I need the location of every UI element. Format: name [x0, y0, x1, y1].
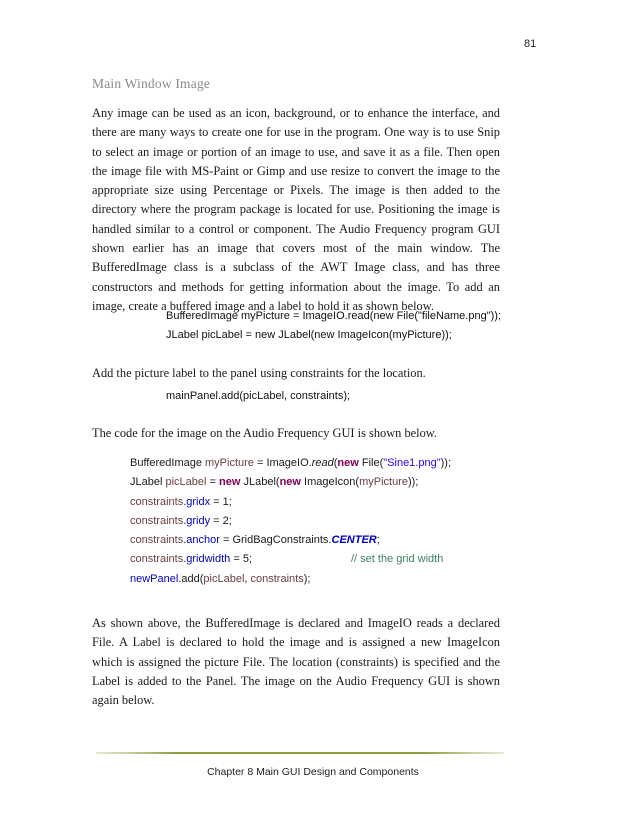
code-variable: constraints — [130, 495, 184, 508]
code-block-line-7 — [130, 570, 451, 589]
code-text: = ImageIO. — [253, 457, 312, 469]
code-block-line-6 — [130, 550, 451, 569]
code-text: ( — [333, 457, 338, 469]
code-constant: CENTER — [331, 534, 377, 547]
code-text: . — [183, 514, 187, 527]
code-text: BufferedImage — [130, 457, 206, 469]
code-comment: // set the grid width — [351, 553, 444, 566]
code-text: = GridBagConstraints. — [219, 534, 332, 547]
page-number: 81 — [524, 38, 537, 50]
code-variable: constraints — [130, 553, 184, 566]
paragraph-explanation: As shown above, the BufferedImage is declared and ImageIO reads a declared File. A Label is declared to hold the image and is assigned a new ImageIcon which is assigned the picture File. The location (constraints) is specified and the Label is added to the Panel. The image on the Audio Frequency GUI is shown again below. — [92, 616, 500, 708]
code-text: .add( — [178, 572, 204, 585]
code-block-line-5 — [130, 531, 451, 550]
code-field: gridx — [186, 495, 211, 508]
code-variable: constraints — [130, 534, 184, 547]
paragraph-code-intro: The code for the image on the Audio Frequency GUI is shown below. — [92, 426, 438, 440]
code-text: = 2; — [210, 514, 232, 527]
code-block — [130, 454, 451, 589]
code-variable: myPicture — [359, 476, 408, 489]
code-keyword: new — [219, 476, 241, 489]
code-block-line-1 — [130, 454, 451, 473]
code-text: . — [183, 495, 187, 508]
code-variable: constraints — [130, 514, 184, 527]
code-text: = 5; — [230, 553, 253, 566]
code-field: anchor — [186, 534, 220, 547]
code-text: = 1; — [210, 495, 232, 508]
code-text: JLabel( — [240, 476, 280, 489]
code-text: )); — [440, 457, 452, 469]
code-line-buffered-image: BufferedImage myPicture = ImageIO.read(new File("fileName.png")); — [166, 310, 501, 322]
footer-divider — [96, 752, 504, 754]
paragraph-add-label: Add the picture label to the panel using constraints for the location. — [92, 366, 426, 380]
code-text: ImageIcon( — [300, 476, 360, 489]
section-heading: Main Window Image — [92, 76, 211, 91]
code-field: gridwidth — [186, 553, 231, 566]
code-text: = — [206, 476, 220, 489]
code-field: newPanel — [130, 572, 179, 585]
paragraph-intro: Any image can be used as an icon, background, or to enhance the interface, and there are many ways to create one for use in the program. One way is to use Snip to select an image or portion of an image to use, and save it as a file. Then open the image file with MS-Paint or Gimp and use resize to convert the image to the appropriate size using Percentage or Pixels. The image is then added to the directory where the program package is located for use. Positioning the image is handled similar to a control or component. The Audio Frequency program GUI shown earlier has an image that covers most of the main window. The BufferedImage class is a subclass of the AWT Image class, and has three constructors and methods for getting information about the image. To add an image, create a buffered image and a label to hold it as shown below. — [92, 106, 500, 313]
code-block-line-4 — [130, 512, 451, 531]
code-text: )); — [407, 476, 419, 489]
code-text: , — [244, 572, 251, 585]
code-block-line-3 — [130, 493, 451, 512]
code-block-line-2 — [130, 473, 451, 492]
chapter-footer: Chapter 8 Main GUI Design and Components — [207, 766, 419, 778]
code-text: JLabel — [130, 476, 166, 489]
code-variable: myPicture — [205, 457, 254, 469]
code-text: ); — [303, 572, 311, 585]
code-variable: picLabel — [203, 572, 245, 585]
code-text: . — [183, 534, 187, 547]
code-variable: constraints — [250, 572, 304, 585]
code-keyword: new — [337, 457, 359, 469]
code-line-jlabel: JLabel picLabel = new JLabel(new ImageIcon(myPicture)); — [166, 329, 452, 341]
code-string: "Sine1.png" — [383, 457, 441, 469]
code-text: . — [183, 553, 187, 566]
code-text: ; — [376, 534, 380, 547]
code-keyword: new — [279, 476, 301, 489]
code-variable: picLabel — [165, 476, 207, 489]
code-text: File( — [358, 457, 384, 469]
code-method: read — [311, 457, 334, 469]
code-field: gridy — [186, 514, 211, 527]
code-line-panel-add: mainPanel.add(picLabel, constraints); — [166, 390, 351, 402]
